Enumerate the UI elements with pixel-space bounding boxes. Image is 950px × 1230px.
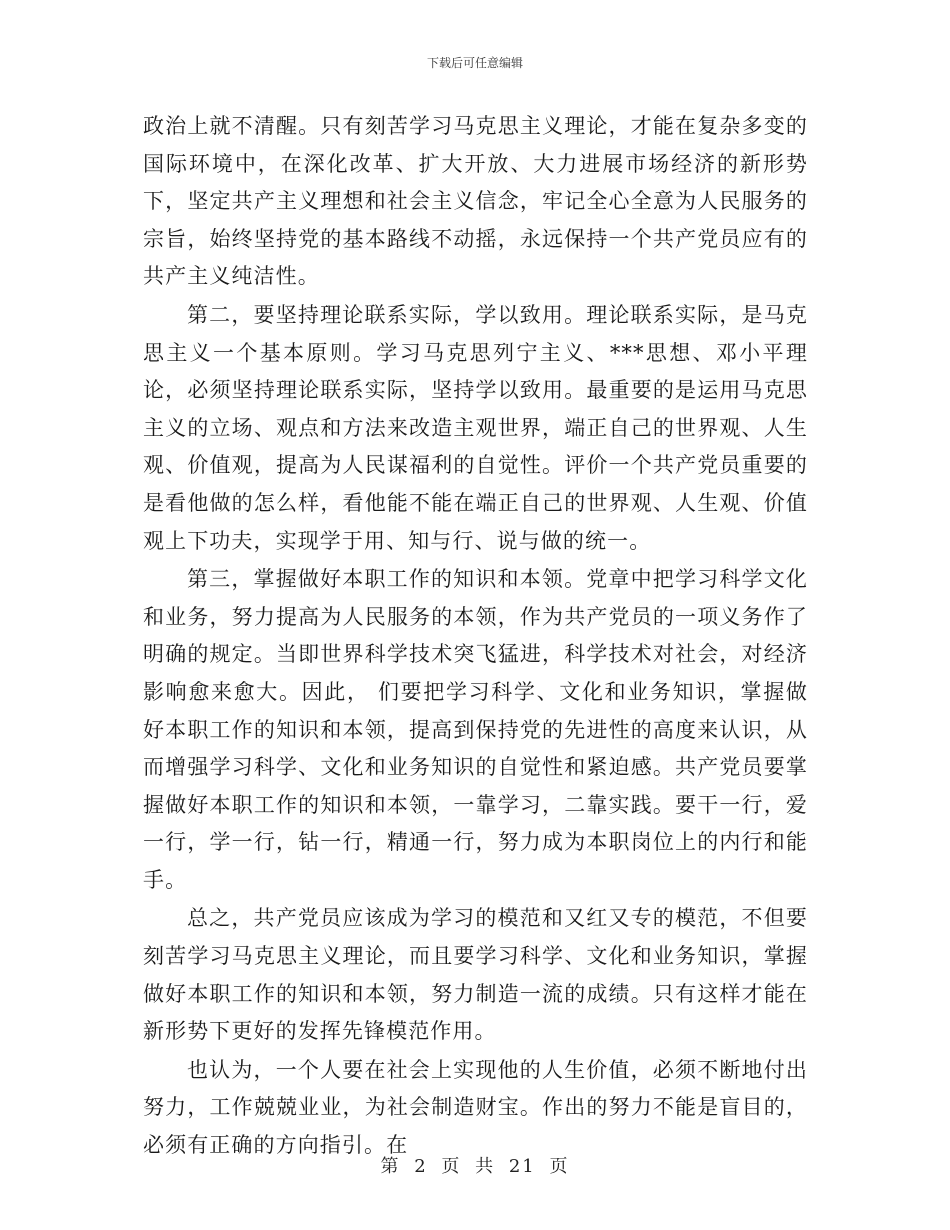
document-body [143, 108, 808, 1165]
paragraph-3: 第三，掌握做好本职工作的知识和本领。党章中把学习科学文化和业务，努力提高为人民服务的本领，作为共产党员的一项义务作了明确的规定。当即世界科学技术突飞猛进，科学技术对社会，对经济影响愈来愈大。因此， 们要把学习科学、文化和业务知识，掌握做好本职工作的知识和本领，提高到保持党的先进性的高度来认识，从而增强学习科学、文化和业务知识的自觉性和紧迫感。共产党员要掌握做好本职工作的知识和本领，一靠学习，二靠实践。要干一行，爱一行，学一行，钻一行，精通一行，努力成为本职岗位上的内行和能手。 [143, 567, 808, 892]
paragraph-4: 总之，共产党员应该成为学习的模范和又红又专的模范，不但要刻苦学习马克思主义理论，而且要学习科学、文化和业务知识，掌握做好本职工作的知识和本领，努力制造一流的成绩。只有这样才能在新形势下更好的发挥先锋模范作用。 [143, 906, 808, 1044]
paragraph-2: 第二，要坚持理论联系实际，学以致用。理论联系实际，是马克思主义一个基本原则。学习马克思列宁主义、***思想、邓小平理论，必须坚持理论联系实际，坚持学以致用。最重要的是运用马克思主义的立场、观点和方法来改造主观世界，端正自己的世界观、人生观、价值观，提高为人民谋福利的自觉性。评价一个共产党员重要的是看他做的怎么样，看他能不能在端正自己的世界观、人生观、价值观上下功夫，实现学于用、知与行、说与做的统一。 [143, 302, 808, 553]
page-number: 第 2 页 共 21 页 [380, 1156, 570, 1177]
paragraph-1: 政治上就不清醒。只有刻苦学习马克思主义理论，才能在复杂多变的国际环境中，在深化改革、扩大开放、大力进展市场经济的新形势下，坚定共产主义理想和社会主义信念，牢记全心全意为人民服务的宗旨，始终坚持党的基本路线不动摇，永远保持一个共产党员应有的共产主义纯洁性。 [143, 114, 808, 289]
paragraph-5: 也认为，一个人要在社会上实现他的人生价值，必须不断地付出努力，工作兢兢业业，为社会制造财宝。作出的努力不能是盲目的，必须有正确的方向指引。在 [143, 1057, 808, 1158]
page-header-note: 下载后可任意编辑 [426, 56, 523, 70]
